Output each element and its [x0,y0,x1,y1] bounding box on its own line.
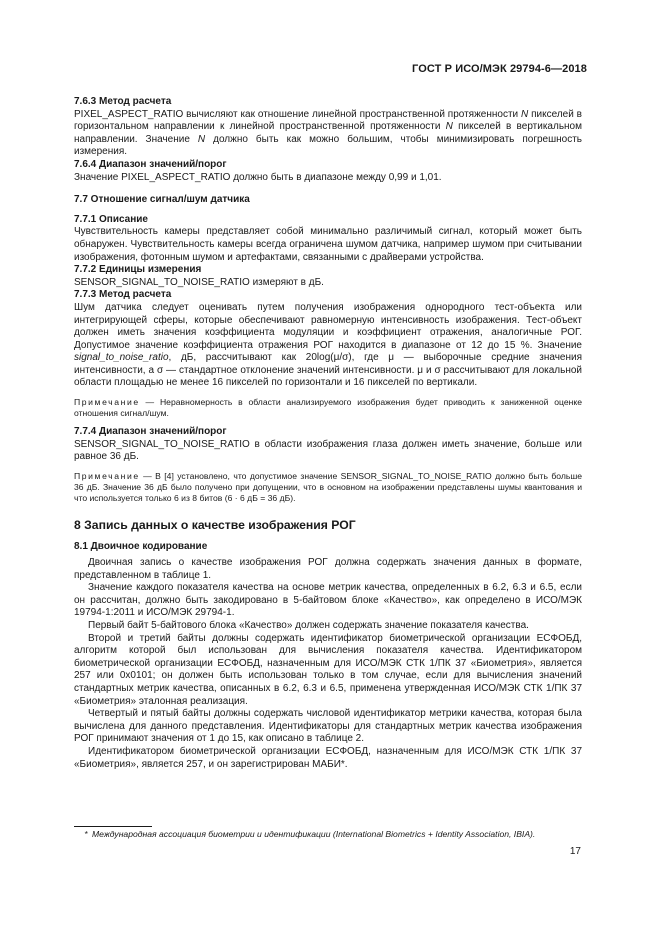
text-run-italic: N [521,108,529,120]
document-body [74,96,582,771]
note-label: Примечание [74,470,140,481]
section-7-7-title: 7.7 Отношение сигнал/шум датчика [74,194,250,206]
note-label: Примечание [74,397,140,408]
footnote-mark: * [84,829,88,839]
section-7-6-3-text [74,109,582,159]
footnote-rule [74,826,152,827]
document-header: ГОСТ Р ИСО/МЭК 29794-6—2018 [412,63,587,75]
paragraph-6: Идентификатором биометрической организации ЕСФОБД, назначенным для ИСО/МЭК СТК 1/ПК 37 «Биометрия», является 257, и он зарегистрирован МАБИ*. [74,745,582,770]
text-run: Шум датчика следует оценивать путем получения изображения однородного тест-объекта или интегрирующей сферы, которые обеспечивают равномерную интенсивность изображения. Тест-объект должен иметь значения коэффициента модуляции и коэффициент отражения, аналогичные РОГ. Допустимое значение коэффициента отражения РОГ находится в диапазоне от 12 до 15 %. Значение [74,301,582,351]
section-7-7-3-text [74,302,582,390]
text-run-italic: N [445,121,453,133]
note-1 [74,397,582,419]
section-7-7-1-text: Чувствительность камеры представляет собой минимально различимый сигнал, который может быть обнаружен. Чувствительность камеры всегда ограничена шумом датчика, например шумом при считывании изображения, фотонным шумом и артефактами, связанными с драйверами устройства. [74,226,582,263]
section-7-6-4-text: Значение PIXEL_ASPECT_RATIO должно быть в диапазоне между 0,99 и 1,01. [74,171,442,183]
section-7-6-4-title: 7.6.4 Диапазон значений/порог [74,158,227,170]
paragraph-4: Второй и третий байты должны содержать идентификатор биометрической организации ЕСФОБД, алгоритм которой был использован для вычисления показателя качества. Идентификатором биометрической организации ЕСФОБД, назначенным для ИСО/МЭК СТК 1/ПК 37 «Биометрия», является 257 или 0x0101; он должен быть использован только в том случае, если для вычисления значений стандартных метрик качества, описанных в 6.2, 6.3 и 6.5, применена утвержденная ИСО/МЭК СТК 1/ПК 37 «Биометрия» эталонная реализация. [74,632,582,707]
section-7-7-2-text: SENSOR_SIGNAL_TO_NOISE_RATIO измеряют в дБ. [74,276,324,288]
text-run: должно быть как можно большим, чтобы минимизировать погрешность измерения. [74,133,582,158]
text-run-italic: N [197,133,206,145]
paragraph-3: Первый байт 5-байтового блока «Качество» должен содержать значение показателя качества. [88,620,529,631]
section-7-7-4-title: 7.7.4 Диапазон значений/порог [74,426,227,438]
section-8-title: 8 Запись данных о качестве изображения РОГ [74,517,356,532]
note-2 [74,471,582,504]
section-7-7-4-text: SENSOR_SIGNAL_TO_NOISE_RATIO в области изображения глаза должен иметь значение, больше или равное 36 дБ. [74,438,582,463]
section-7-7-3-title: 7.7.3 Метод расчета [74,289,172,301]
section-8-1-title: 8.1 Двоичное кодирование [74,541,208,553]
text-run: пикселей в вертикальном направлении. Значение [74,121,582,145]
section-7-7-1-title: 7.7.1 Описание [74,213,148,225]
text-run: , дБ, рассчитывают как 20log(μ/σ), где μ — выборочные средние значения интенсивности, а σ — стандартное отклонение значений интенсивности. μ и σ рассчитывают для локальной области площадью не менее 16 пикселей по горизонтали и 16 пикселей по вертикали. [74,352,582,389]
paragraph-5: Четвертый и пятый байты должны содержать числовой идентификатор метрики качества, которая была вычислена для данного представления. Идентификаторы для стандартных метрик качества изображения РОГ принимают значения от 1 до 15, как описано в таблице 2. [74,708,582,745]
text-run-italic: signal_to_noise_ratio [74,352,169,364]
text-run: PIXEL_ASPECT_RATIO вычисляют как отношение линейной пространственной протяженности [74,108,521,120]
paragraph-1: Двоичная запись о качестве изображения РОГ должна содержать значения данных в формате, представленном в таблице 1. [74,557,582,581]
page-number: 17 [569,846,581,857]
text-run: пикселей в горизонтальном направлении к линейной пространственной протяженности [74,108,582,133]
section-7-7-2-title: 7.7.2 Единицы измерения [74,264,202,276]
paragraph-2: Значение каждого показателя качества на основе метрик качества, определенных в 6.2, 6.3 и 6.5, если он рассчитан, должно быть закодировано в 5-байтовом блоке «Качество», как определено в ИСО/МЭК 19794-1:2011 и ИСО/МЭК 29794-1. [74,582,582,619]
footnote [74,829,582,839]
note-text: — В [4] установлено, что допустимое значение SENSOR_SIGNAL_TO_NOISE_RATIO должно быть больше 36 дБ. Значение 36 дБ было получено при допущении, что в основном на изображении представлены шумы квантования и что используется только 6 из 8 битов (6 · 6 дБ = 36 дБ). [74,470,582,503]
section-7-6-3-title: 7.6.3 Метод расчета [74,96,172,107]
note-text: — Неравномерность в области анализируемого изображения будет приводить к заниженной оценке отношения сигнал/шум. [74,397,582,419]
footnote-text: Международная ассоциация биометрии и идентификации (International Biometrics + Identity Association, IBIA). [92,829,536,839]
